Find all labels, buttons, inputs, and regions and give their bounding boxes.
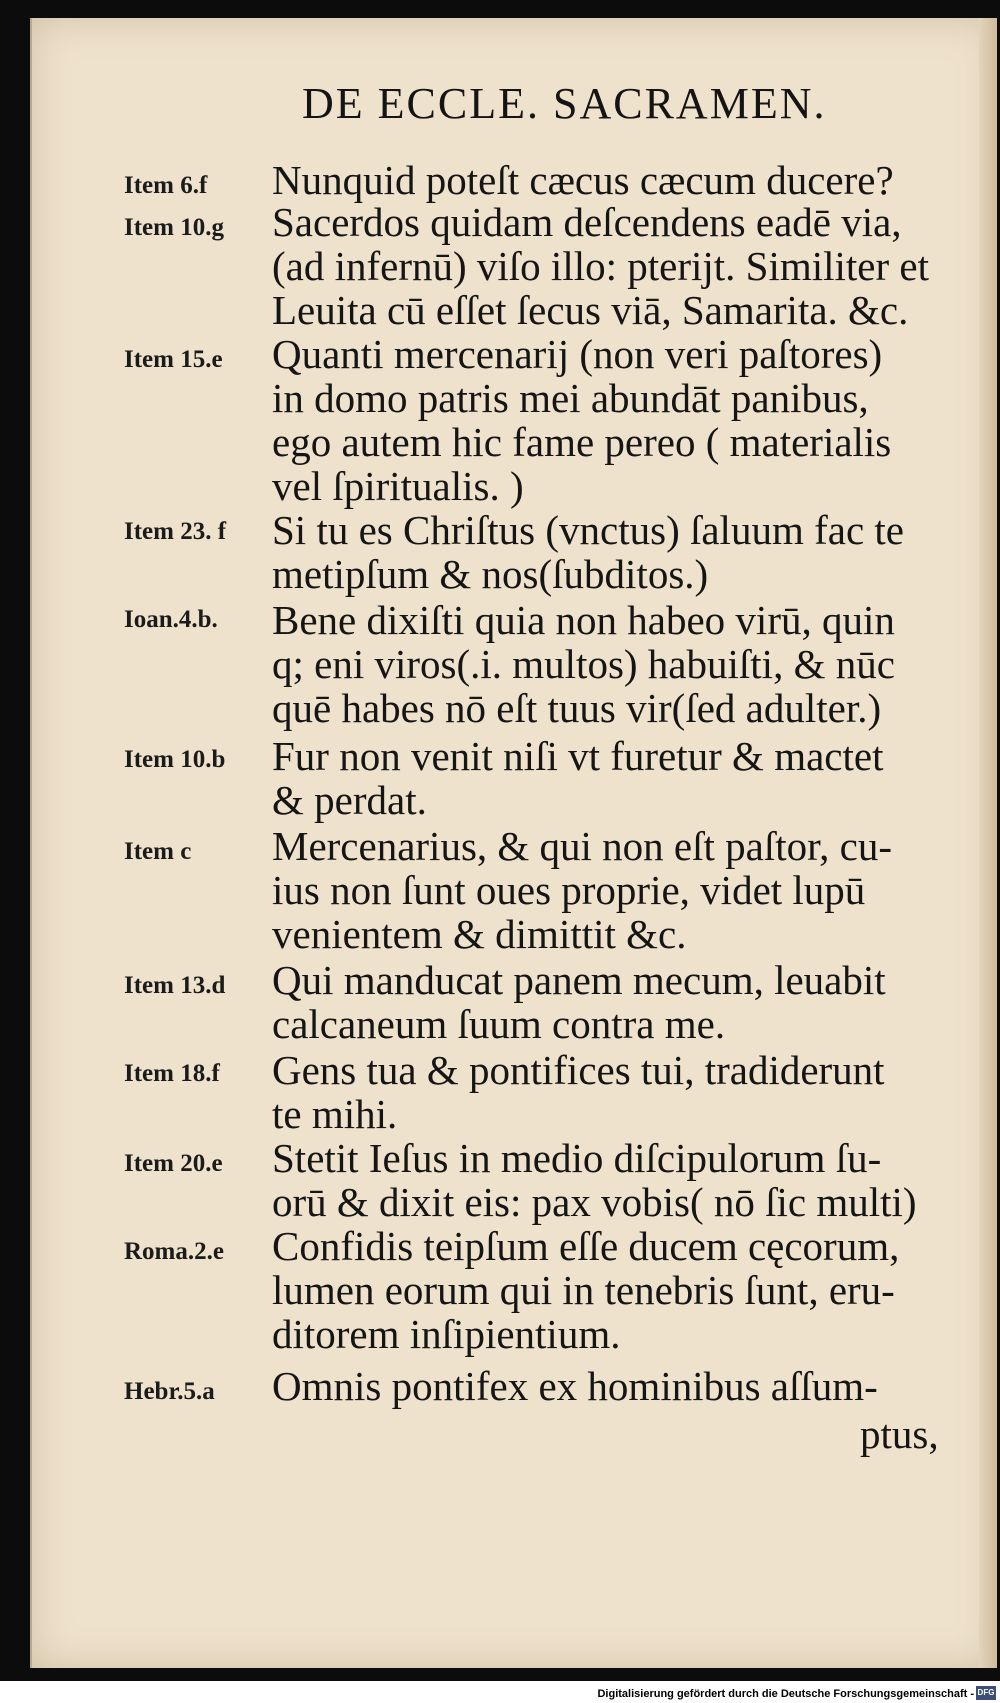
text-line: Bene dixiſti quia non habeo virū, quin xyxy=(272,597,895,643)
marginal-reference: Hebr.5.a xyxy=(124,1378,215,1405)
marginal-reference: Item 23. f xyxy=(124,518,227,545)
text-line: quē habes nō eſt tuus vir(ſed adulter.) xyxy=(272,685,882,731)
marginal-reference: Item 20.e xyxy=(124,1150,223,1177)
marginal-reference: Item c xyxy=(124,838,192,865)
entry-text xyxy=(272,1224,972,1356)
text-line: Confidis teipſum eſſe ducem cęcorum, xyxy=(272,1223,900,1269)
marginal-reference: Item 6.f xyxy=(124,172,208,199)
text-line: ius non ſunt oues proprie, videt lupū xyxy=(272,867,866,913)
text-line: Omnis pontifex ex hominibus aſſum- xyxy=(272,1363,878,1409)
page-spine xyxy=(979,18,997,1668)
text-line: Mercenarius, & qui non eſt paſtor, cu- xyxy=(272,823,893,869)
entry-text xyxy=(272,1364,972,1408)
text-line: orū & dixit eis: pax vobis( nō ſic multi) xyxy=(272,1179,917,1225)
entry-text xyxy=(272,1048,972,1136)
text-line: calcaneum ſuum contra me. xyxy=(272,1001,726,1047)
entry-text xyxy=(272,824,972,956)
marginal-reference: Item 13.d xyxy=(124,972,226,999)
text-line: te mihi. xyxy=(272,1091,398,1137)
entry-text xyxy=(272,1136,972,1224)
text-line: Quanti mercenarij (non veri paſtores) xyxy=(272,331,883,377)
text-line: Leuita cū eſſet ſecus viā, Samarita. &c. xyxy=(272,287,909,333)
catchword: ptus, xyxy=(860,1411,939,1457)
text-line: in domo patris mei abundāt panibus, xyxy=(272,375,869,421)
marginal-reference: Item 10.b xyxy=(124,746,226,773)
book-page xyxy=(30,18,997,1668)
text-line: q; eni viros(.i. multos) habuiſti, & nūc xyxy=(272,641,895,687)
entry-text xyxy=(272,958,972,1046)
dfg-logo: DFG xyxy=(976,1686,996,1700)
text-line: & perdat. xyxy=(272,777,427,823)
text-line: ditorem inſipientium. xyxy=(272,1311,621,1357)
digitization-credit: Digitalisierung gefördert durch die Deutsche Forschungsgemeinschaft - xyxy=(597,1688,974,1700)
text-line: (ad infernū) viſo illo: pterijt. Similiter et xyxy=(272,243,930,289)
footer-bar xyxy=(0,1681,1000,1703)
entry-text xyxy=(272,332,972,508)
text-line: metipſum & nos(ſubditos.) xyxy=(272,551,709,597)
marginal-reference: Item 10.g xyxy=(124,214,224,241)
marginal-reference: Ioan.4.b. xyxy=(124,606,218,633)
marginal-reference: Roma.2.e xyxy=(124,1238,224,1265)
marginal-reference: Item 15.e xyxy=(124,346,223,373)
entry-text xyxy=(272,598,972,730)
entry-text xyxy=(272,508,972,596)
text-line: Fur non venit niſi vt furetur & mactet xyxy=(272,733,884,779)
marginal-reference: Item 18.f xyxy=(124,1060,220,1087)
text-line: Sacerdos quidam deſcendens eadē via, xyxy=(272,199,902,245)
text-line: Si tu es Chriſtus (vnctus) ſaluum fac te xyxy=(272,507,904,553)
text-line: venientem & dimittit &c. xyxy=(272,911,687,957)
text-line: Nunquid poteſt cæcus cæcum ducere? xyxy=(272,157,894,203)
running-title: DE ECCLE. SACRAMEN. xyxy=(302,79,827,128)
text-line: Qui manducat panem mecum, leuabit xyxy=(272,957,886,1003)
entry-text xyxy=(272,200,972,332)
entry-text xyxy=(272,158,972,202)
text-line: lumen eorum qui in tenebris ſunt, eru- xyxy=(272,1267,895,1313)
text-line: ego autem hic fame pereo ( materialis xyxy=(272,419,892,465)
text-line: Stetit Ieſus in medio diſcipulorum ſu- xyxy=(272,1135,882,1181)
text-line: Gens tua & pontifices tui, tradiderunt xyxy=(272,1047,885,1093)
text-line: vel ſpiritualis. ) xyxy=(272,463,524,509)
entry-text xyxy=(272,734,972,822)
